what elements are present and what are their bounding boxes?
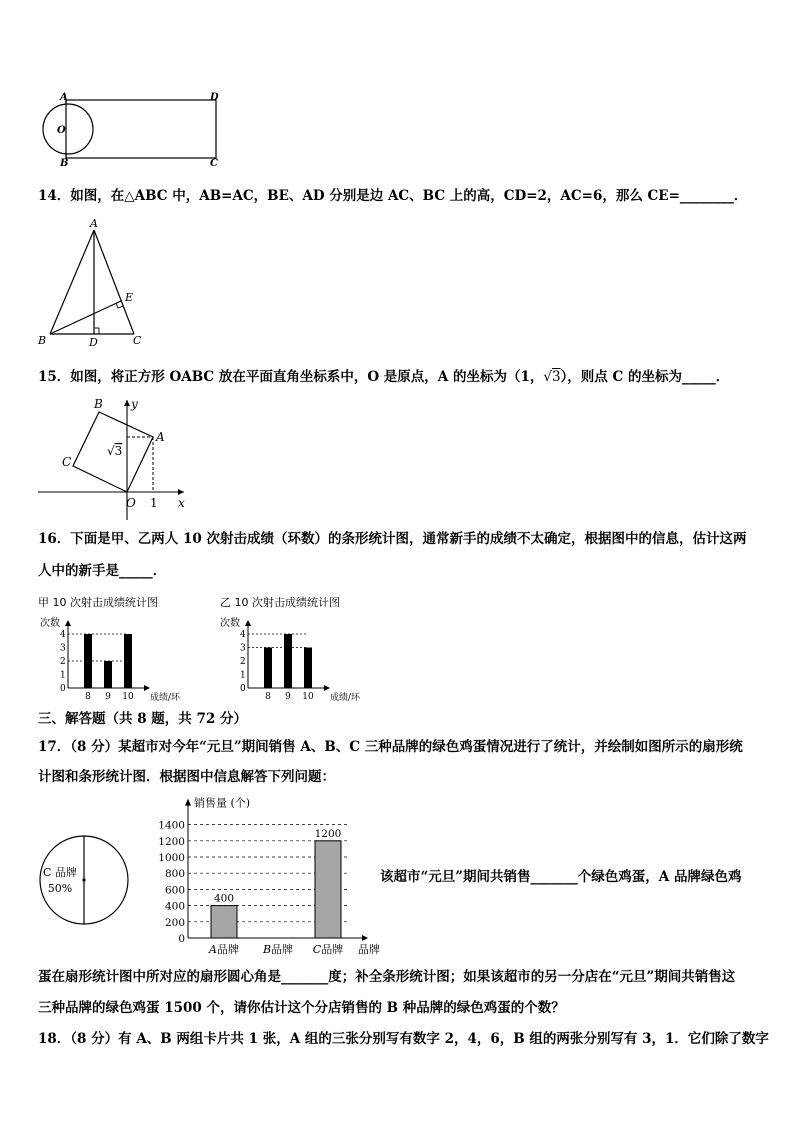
x-axis-label: 成绩/环 — [150, 693, 181, 703]
y-tick-label: 1 — [60, 670, 66, 681]
y-axis-arrow — [245, 620, 251, 626]
label-b: B — [60, 158, 69, 169]
y-axis-label: 次数 — [220, 618, 240, 629]
bar-c — [315, 841, 341, 938]
y-tick-label: 2 — [240, 657, 246, 667]
bar-a — [211, 906, 237, 938]
figure-triangle-abc — [36, 216, 156, 348]
question-14-text: 14．如图，在△ABC 中，AB=AC，BE、AD 分别是边 AC、BC 上的高，CD=2，AC=6，那么 CE=________． — [38, 188, 748, 204]
question-18-line1: 18．（8 分）有 A、B 两组卡片共 1 张，A 组的三张分别写有数字 2，4，6，B 组的两张分别写有 3，1．它们除了数字 — [38, 1031, 769, 1047]
label-b: B — [94, 397, 103, 411]
x-tick-label: B品牌 — [262, 943, 294, 956]
label-c: C — [62, 455, 72, 469]
question-17-line3: 蛋在扇形统计图中所对应的扇形圆心角是_______度；补全条形统计图；如果该超市的另一分店在“元旦”期间共销售这 — [38, 969, 736, 985]
y-tick-label: 1400 — [158, 819, 185, 832]
y-tick-label: 400 — [164, 900, 185, 913]
label-b: B — [38, 334, 47, 347]
x-tick-label: 10 — [302, 692, 314, 702]
bar-9 — [284, 634, 292, 688]
x-tick-label: 9 — [105, 692, 111, 702]
chart-jia-bar — [38, 612, 198, 704]
y-axis-arrow — [185, 799, 191, 806]
label-y: y — [131, 397, 138, 411]
question-16-line2: 人中的新手是_____． — [38, 563, 167, 579]
label-e: E — [125, 291, 134, 304]
y-tick-label: 800 — [164, 868, 185, 881]
label-a: A — [90, 217, 98, 230]
x-axis-arrow — [144, 685, 150, 691]
y-axis-label: 销售量 (个) — [194, 796, 251, 810]
label-a: A — [156, 430, 165, 444]
y-axis-label: 次数 — [40, 618, 60, 629]
x-tick-label: 8 — [265, 692, 271, 702]
y-tick-label: 3 — [60, 643, 66, 654]
sqrt-radicand: 3 — [551, 369, 561, 385]
circle-o — [43, 104, 93, 154]
label-one: 1 — [150, 496, 158, 510]
right-angle-d — [94, 328, 99, 334]
question-17-line2: 计图和条形统计图．根据图中信息解答下列问题： — [38, 769, 335, 785]
y-tick-label: 1 — [240, 670, 246, 681]
x-axis-label: 品牌 — [358, 943, 380, 956]
y-tick-label: 1200 — [158, 835, 185, 848]
label-o: O — [126, 496, 136, 510]
altitude-be — [50, 301, 121, 334]
y-tick-label: 2 — [60, 657, 66, 667]
label-d: D — [89, 336, 98, 349]
chart-yi-title: 乙 10 次射击成绩统计图 — [220, 596, 340, 609]
label-o: O — [57, 125, 66, 136]
y-tick-label: 3 — [240, 643, 246, 654]
y-tick-label: 4 — [60, 630, 66, 640]
label-c: C — [133, 334, 142, 347]
y-tick-label: 1000 — [158, 852, 185, 864]
chart-yi-bar — [218, 612, 378, 704]
x-tick-label: 10 — [122, 692, 134, 702]
x-tick-label: A品牌 — [209, 943, 239, 956]
label-a: A — [60, 92, 68, 103]
question-17-line4: 三种品牌的绿色鸡蛋 1500 个，请你估计这个分店销售的 B 种品牌的绿色鸡蛋的个数？ — [38, 1000, 565, 1016]
y-tick-label: 0 — [240, 684, 246, 694]
pie-center — [82, 878, 85, 881]
question-17-side-text: 该超市“元旦”期间共销售_______个绿色鸡蛋，A 品牌绿色鸡 — [380, 869, 742, 885]
label-d: D — [210, 92, 219, 103]
question-15-text: 15．如图，将正方形 OABC 放在平面直角坐标系中，O 是原点，A 的坐标为（1，√3），则点 C 的坐标为_____． — [38, 369, 730, 385]
chart-jia-title: 甲 10 次射击成绩统计图 — [38, 596, 158, 609]
x-tick-label: 9 — [285, 692, 291, 702]
pie-chart-brands — [38, 834, 132, 928]
y-tick-label: 4 — [240, 630, 246, 640]
pie-slice-label-c: C 品牌 — [43, 866, 77, 879]
bar-value-label: 1200 — [314, 827, 342, 840]
x-axis-label: 成绩/环 — [330, 693, 361, 703]
label-x: x — [178, 496, 185, 510]
bar-9 — [104, 661, 112, 688]
y-tick-label: 0 — [60, 684, 66, 694]
x-axis-arrow — [362, 935, 368, 941]
bar-10 — [124, 634, 132, 688]
x-tick-label: C品牌 — [312, 943, 344, 956]
sales-bar-chart — [150, 798, 390, 960]
y-tick-label: 0 — [178, 933, 185, 945]
figure-square-coordinate — [36, 396, 196, 522]
sqrt3-label: √3 — [107, 444, 123, 458]
label-c: C — [210, 158, 218, 169]
bar-8 — [264, 648, 272, 689]
bar-10 — [304, 648, 312, 689]
x-tick-label: 8 — [85, 692, 91, 702]
pie-slice-percent-c: 50% — [47, 882, 73, 895]
y-tick-label: 600 — [164, 884, 185, 897]
y-axis-arrow — [65, 620, 71, 626]
x-axis-arrow — [324, 685, 330, 691]
sqrt-symbol: √ — [543, 369, 552, 385]
figure-circle-rectangle — [36, 88, 236, 170]
bar-8 — [84, 634, 92, 688]
section-3-heading: 三、解答题（共 8 题，共 72 分） — [38, 711, 247, 727]
y-tick-label: 200 — [164, 916, 185, 929]
question-17-line1: 17．（8 分）某超市对今年“元旦”期间销售 A、B、C 三种品牌的绿色鸡蛋情况进行了统计，并绘制如图所示的扇形统 — [38, 739, 743, 755]
question-16-line1: 16．下面是甲、乙两人 10 次射击成绩（环数）的条形统计图，通常新手的成绩不太确定，根据图中的信息，估计这两 — [38, 531, 747, 547]
bar-value-label: 400 — [213, 892, 235, 905]
